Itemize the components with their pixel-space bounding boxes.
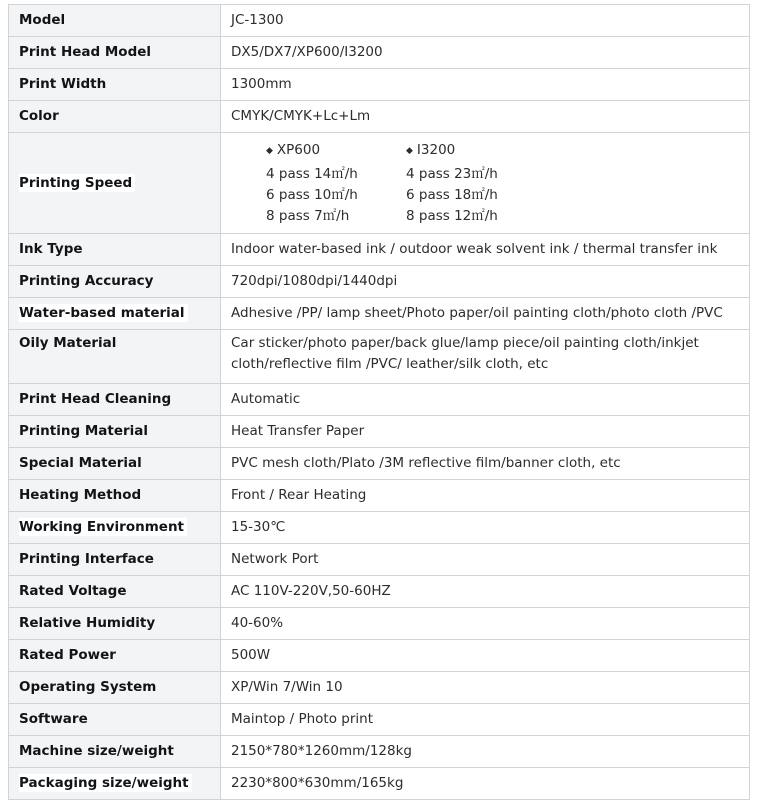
speed-column-i3200 xyxy=(406,140,546,227)
row-label: Heating Method xyxy=(9,480,221,512)
row-label: Relative Humidity xyxy=(9,608,221,640)
row-value: Front / Rear Heating xyxy=(221,480,750,512)
speed-column-xp600 xyxy=(266,140,406,227)
speed-line: 6 pass 18㎡/h xyxy=(406,186,498,203)
row-value: Network Port xyxy=(221,544,750,576)
speed-line: 8 pass 12㎡/h xyxy=(406,207,498,224)
diamond-bullet-icon: ◆ xyxy=(266,145,273,156)
row-value: 40-60% xyxy=(221,608,750,640)
table-row xyxy=(9,266,750,298)
row-value: CMYK/CMYK+Lc+Lm xyxy=(221,101,750,133)
row-label: Special Material xyxy=(9,448,221,480)
row-value: Indoor water-based ink / outdoor weak solvent ink / thermal transfer ink xyxy=(221,234,750,266)
row-label: Color xyxy=(9,101,221,133)
table-row xyxy=(9,640,750,672)
row-label: Rated Voltage xyxy=(9,576,221,608)
table-row xyxy=(9,69,750,101)
row-value: 1300mm xyxy=(221,69,750,101)
table-row xyxy=(9,5,750,37)
row-value: Automatic xyxy=(221,384,750,416)
speed-line: 8 pass 7㎡/h xyxy=(266,207,350,224)
speed-line: 4 pass 14㎡/h xyxy=(266,165,358,182)
row-label xyxy=(9,133,221,234)
table-row xyxy=(9,480,750,512)
row-value: Heat Transfer Paper xyxy=(221,416,750,448)
row-value: 2150*780*1260mm/128kg xyxy=(221,736,750,768)
table-row xyxy=(9,133,750,234)
row-label: Software xyxy=(9,704,221,736)
table-row xyxy=(9,704,750,736)
row-label: Rated Power xyxy=(9,640,221,672)
row-value: DX5/DX7/XP600/I3200 xyxy=(221,37,750,69)
row-label: Printing Material xyxy=(9,416,221,448)
speed-line: 6 pass 10㎡/h xyxy=(266,186,358,203)
speed-head-label: I3200 xyxy=(416,141,456,158)
row-label: Print Head Model xyxy=(9,37,221,69)
table-row xyxy=(9,298,750,330)
table-row xyxy=(9,37,750,69)
row-label xyxy=(9,512,221,544)
table-row xyxy=(9,384,750,416)
table-row xyxy=(9,768,750,800)
speed-head-label: XP600 xyxy=(276,141,321,158)
table-row xyxy=(9,608,750,640)
row-label xyxy=(9,298,221,330)
table-row xyxy=(9,330,750,384)
row-value: Car sticker/photo paper/back glue/lamp piece/oil painting cloth/inkjet cloth/reflective film /PVC/ leather/silk cloth, etc xyxy=(221,330,750,384)
working-environment-label: Working Environment xyxy=(19,518,187,536)
diamond-bullet-icon: ◆ xyxy=(406,145,413,156)
row-value: JC-1300 xyxy=(221,5,750,37)
row-value: 15-30℃ xyxy=(221,512,750,544)
row-label: Ink Type xyxy=(9,234,221,266)
row-label: Oily Material xyxy=(9,330,221,384)
speed-column-head xyxy=(266,140,406,163)
table-row xyxy=(9,736,750,768)
row-label: Operating System xyxy=(9,672,221,704)
packaging-label: Packaging size/weight xyxy=(19,774,192,792)
table-row xyxy=(9,544,750,576)
table-row xyxy=(9,416,750,448)
row-value: Maintop / Photo print xyxy=(221,704,750,736)
row-label: Printing Interface xyxy=(9,544,221,576)
table-row xyxy=(9,234,750,266)
spec-table xyxy=(8,4,750,800)
row-value: 500W xyxy=(221,640,750,672)
table-row xyxy=(9,672,750,704)
printing-speed-value xyxy=(221,133,750,234)
printing-speed-label: Printing Speed xyxy=(19,174,135,192)
row-value: XP/Win 7/Win 10 xyxy=(221,672,750,704)
row-value: 2230*800*630mm/165kg xyxy=(221,768,750,800)
row-label: Printing Accuracy xyxy=(9,266,221,298)
water-based-label: Water-based material xyxy=(19,304,188,322)
row-value: 720dpi/1080dpi/1440dpi xyxy=(221,266,750,298)
row-value: AC 110V-220V,50-60HZ xyxy=(221,576,750,608)
row-label: Print Head Cleaning xyxy=(9,384,221,416)
row-label xyxy=(9,768,221,800)
row-label: Print Width xyxy=(9,69,221,101)
table-row xyxy=(9,448,750,480)
table-row xyxy=(9,101,750,133)
row-value: PVC mesh cloth/Plato /3M reflective film/banner cloth, etc xyxy=(221,448,750,480)
row-label: Machine size/weight xyxy=(9,736,221,768)
table-row xyxy=(9,576,750,608)
speed-column-head xyxy=(406,140,546,163)
table-row xyxy=(9,512,750,544)
row-value: Adhesive /PP/ lamp sheet/Photo paper/oil painting cloth/photo cloth /PVC xyxy=(221,298,750,330)
row-label: Model xyxy=(9,5,221,37)
speed-line: 4 pass 23㎡/h xyxy=(406,165,498,182)
speed-grid xyxy=(231,140,739,227)
